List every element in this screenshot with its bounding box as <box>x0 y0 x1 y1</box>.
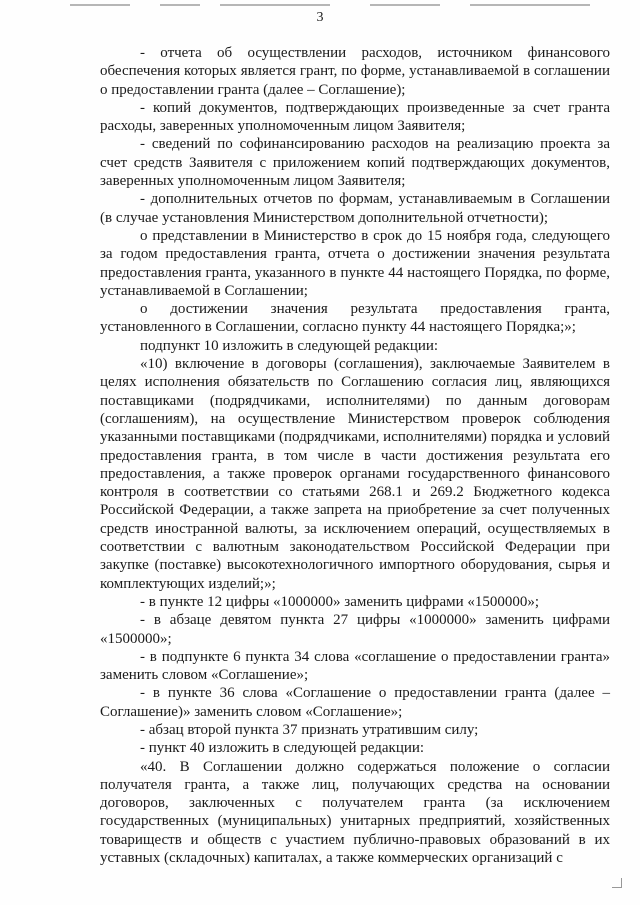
scan-corner-mark <box>612 878 622 888</box>
paragraph: - отчета об осуществлении расходов, источником финансового обеспечения которых является грант, по форме, устанавливаемой в соглашении о предоставлении гранта (далее – Соглашение); <box>100 45 610 98</box>
paragraph: о достижении значения результата предоставления гранта, установленного в Соглашении, согласно пункту 44 настоящего Порядка;»; <box>100 301 610 336</box>
paragraph: о представлении в Министерство в срок до 15 ноября года, следующего за годом предоставления гранта, отчета о достижении значения результата предоставления гранта, указанного в пункте 44 настоящего Порядка, по форме, устанавливаемой в Соглашении; <box>100 227 610 299</box>
paragraph: подпункт 10 изложить в следующей редакции: <box>140 337 439 354</box>
paragraph: - абзац второй пункта 37 признать утратившим силу; <box>140 721 479 738</box>
paragraph: - в абзаце девятом пункта 27 цифры «1000000» заменить цифрами «1500000»; <box>100 612 610 647</box>
paragraph: «40. В Соглашении должно содержаться положение о согласии получателя гранта, а также лиц, получающих средства на основании договоров, заключенных с получателем гранта (за исключением государственных (муниципальных) унитарных предприятий, хозяйственных товариществ и обществ с участием публично-правовых образований в их уставных (складочных) капиталах, а также коммерческих организаций с <box>100 758 610 867</box>
document-body <box>100 44 610 867</box>
paragraph: - в подпункте 6 пункта 34 слова «соглашение о предоставлении гранта» заменить словом «Соглашение»; <box>100 648 610 684</box>
paragraph: «10) включение в договоры (соглашения), заключаемые Заявителем в целях исполнения обязательств по Соглашению согласия лиц, являющихся поставщиками (подрядчиками, исполнителями) по данным договорам (соглашениям), на осуществление Министерством проверок соблюдения указанными поставщиками (подрядчиками, исполнителями) порядка и условий предоставления гранта, в том числе в части достижения результата его предоставления, а также проверок органами государственного финансового контроля в соответствии со статьями 268.1 и 269.2 Бюджетного кодекса Российской Федерации, а также запрета на приобретение за счет полученных средств иностранной валюты, за исключением операций, осуществляемых в соответствии с валютным законодательством Российской Федерации при закупке (поставке) высокотехнологичного импортного оборудования, сырья и комплектующих изделий;»; <box>100 356 610 592</box>
paragraph: - копий документов, подтверждающих произведенные за счет гранта расходы, заверенных уполномоченным лицом Заявителя; <box>100 99 610 135</box>
paragraph: - сведений по софинансированию расходов на реализацию проекта за счет средств Заявителя с приложением копий подтверждающих документов, заверенных уполномоченным лицом Заявителя; <box>100 136 610 190</box>
paragraph: - пункт 40 изложить в следующей редакции: <box>140 740 425 757</box>
paragraph: - дополнительных отчетов по формам, устанавливаемым в Соглашении (в случае установления Министерством дополнительной отчетности); <box>100 191 610 226</box>
paragraph: - в пункте 36 слова «Соглашение о предоставлении гранта (далее – Соглашение)» заменить словом «Соглашение»; <box>100 685 610 720</box>
paragraph: - в пункте 12 цифры «1000000» заменить цифрами «1500000»; <box>140 593 540 610</box>
page-number: 3 <box>316 10 324 25</box>
